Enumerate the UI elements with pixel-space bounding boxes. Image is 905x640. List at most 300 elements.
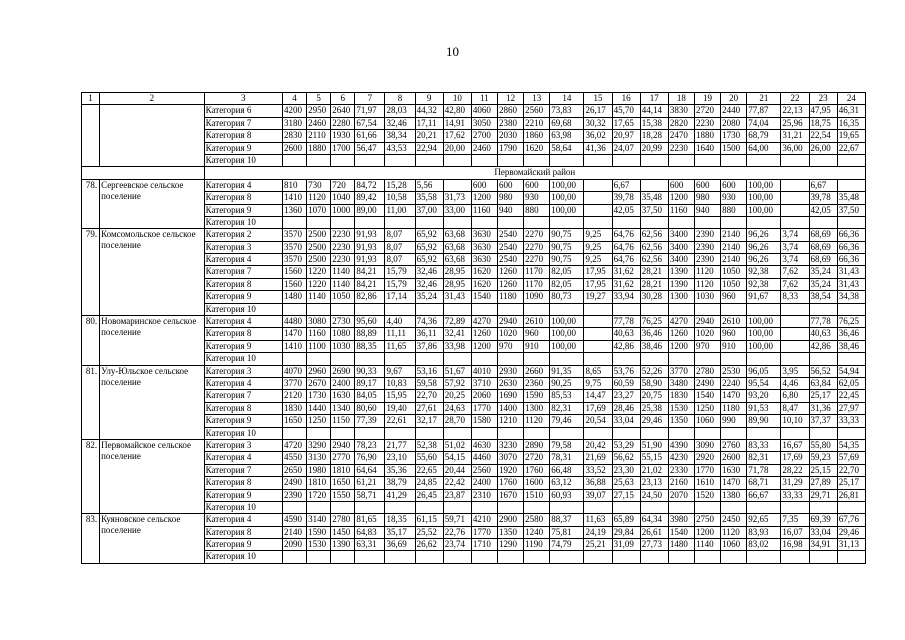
value-cell: 1630 — [331, 390, 355, 402]
value-cell: 95,54 — [747, 377, 781, 389]
value-cell — [668, 303, 694, 315]
value-cell — [837, 303, 865, 315]
column-number: 2 — [100, 93, 205, 105]
value-cell: 93,20 — [747, 390, 781, 402]
value-cell — [385, 216, 415, 228]
value-cell: 1120 — [694, 278, 720, 290]
value-cell: 19,40 — [385, 402, 415, 414]
value-cell: 36,11 — [415, 328, 443, 340]
value-cell: 7,35 — [781, 514, 809, 526]
value-cell — [471, 216, 497, 228]
value-cell: 26,17 — [584, 105, 612, 117]
value-cell: 64,76 — [612, 254, 640, 266]
value-cell: 2500 — [307, 229, 331, 241]
value-cell — [283, 216, 307, 228]
value-cell: 20,00 — [443, 142, 471, 154]
value-cell: 1410 — [283, 340, 307, 352]
value-cell: 1120 — [307, 192, 331, 204]
value-cell: 28,95 — [443, 278, 471, 290]
value-cell: 31,43 — [837, 266, 865, 278]
value-cell: 31,36 — [809, 402, 837, 414]
value-cell: 10,10 — [781, 415, 809, 427]
value-cell: 1210 — [498, 415, 524, 427]
value-cell: 29,84 — [612, 526, 640, 538]
category-cell: Категория 10 — [204, 353, 282, 365]
value-cell — [612, 501, 640, 513]
value-cell: 77,39 — [355, 415, 385, 427]
settlement-cell — [100, 105, 205, 167]
value-cell: 55,15 — [640, 452, 668, 464]
value-cell: 51,90 — [640, 439, 668, 451]
value-cell: 35,48 — [640, 192, 668, 204]
category-cell: Категория 9 — [204, 142, 282, 154]
value-cell: 24,50 — [640, 489, 668, 501]
value-cell: 92,38 — [747, 266, 781, 278]
value-cell: 2530 — [721, 365, 747, 377]
column-number: 24 — [837, 93, 865, 105]
category-cell: Категория 8 — [204, 130, 282, 142]
column-number: 4 — [283, 93, 307, 105]
settlement-name: Первомайское сельское поселение — [100, 439, 205, 513]
column-number: 21 — [747, 93, 781, 105]
value-cell: 20,42 — [584, 439, 612, 451]
settlement-number: 80. — [82, 316, 100, 366]
value-cell: 38,54 — [809, 291, 837, 303]
value-cell: 26,81 — [837, 489, 865, 501]
value-cell: 36,46 — [640, 328, 668, 340]
value-cell: 25,21 — [584, 539, 612, 551]
value-cell: 3400 — [668, 229, 694, 241]
value-cell: 82,05 — [550, 266, 584, 278]
value-cell: 1860 — [524, 130, 550, 142]
table-body — [82, 93, 866, 564]
value-cell: 2390 — [694, 241, 720, 253]
value-cell: 9,25 — [584, 229, 612, 241]
column-number: 11 — [471, 93, 497, 105]
value-cell: 19,27 — [584, 291, 612, 303]
table-row — [82, 105, 866, 117]
value-cell — [283, 551, 307, 563]
category-cell: Категория 10 — [204, 501, 282, 513]
value-cell — [550, 427, 584, 439]
value-cell — [385, 154, 415, 166]
value-cell: 1180 — [721, 402, 747, 414]
value-cell: 1720 — [307, 489, 331, 501]
value-cell: 20,21 — [415, 130, 443, 142]
value-cell: 17,62 — [443, 130, 471, 142]
value-cell: 1160 — [471, 204, 497, 216]
value-cell: 720 — [331, 179, 355, 191]
value-cell: 1140 — [331, 278, 355, 290]
value-cell: 25,63 — [612, 477, 640, 489]
value-cell: 1200 — [668, 340, 694, 352]
value-cell: 36,88 — [584, 477, 612, 489]
value-cell: 68,69 — [809, 254, 837, 266]
value-cell — [331, 303, 355, 315]
value-cell: 91,93 — [355, 229, 385, 241]
value-cell — [355, 216, 385, 228]
category-cell: Категория 8 — [204, 192, 282, 204]
value-cell: 1640 — [694, 142, 720, 154]
value-cell: 90,25 — [550, 377, 584, 389]
value-cell — [781, 551, 809, 563]
value-cell: 1770 — [471, 402, 497, 414]
region-blank-cell — [82, 167, 205, 179]
value-cell — [584, 501, 612, 513]
value-cell: 3630 — [471, 229, 497, 241]
value-cell: 1410 — [283, 192, 307, 204]
value-cell — [355, 353, 385, 365]
value-cell: 56,62 — [612, 452, 640, 464]
value-cell — [694, 551, 720, 563]
value-cell: 4070 — [283, 365, 307, 377]
value-cell: 2390 — [694, 229, 720, 241]
value-cell: 600 — [498, 179, 524, 191]
value-cell: 31,43 — [443, 291, 471, 303]
value-cell: 22,65 — [415, 464, 443, 476]
value-cell: 3290 — [307, 439, 331, 451]
value-cell: 26,62 — [415, 539, 443, 551]
value-cell: 1340 — [331, 402, 355, 414]
value-cell — [781, 501, 809, 513]
value-cell: 82,86 — [355, 291, 385, 303]
table-row — [82, 229, 866, 241]
value-cell: 1480 — [668, 539, 694, 551]
value-cell: 62,05 — [837, 377, 865, 389]
category-cell: Категория 9 — [204, 415, 282, 427]
value-cell — [640, 154, 668, 166]
value-cell: 1030 — [694, 291, 720, 303]
value-cell: 1200 — [471, 192, 497, 204]
value-cell — [721, 551, 747, 563]
value-cell: 42,05 — [809, 204, 837, 216]
column-number: 9 — [415, 93, 443, 105]
value-cell: 22,76 — [443, 526, 471, 538]
value-cell — [283, 303, 307, 315]
value-cell: 84,21 — [355, 278, 385, 290]
value-cell: 1810 — [331, 464, 355, 476]
category-cell: Категория 6 — [204, 105, 282, 117]
value-cell: 4010 — [471, 365, 497, 377]
value-cell: 79,46 — [550, 415, 584, 427]
value-cell: 1200 — [471, 340, 497, 352]
value-cell: 66,36 — [837, 241, 865, 253]
value-cell: 2560 — [524, 105, 550, 117]
value-cell: 1050 — [721, 278, 747, 290]
value-cell: 4,40 — [385, 316, 415, 328]
value-cell — [747, 427, 781, 439]
category-cell: Категория 9 — [204, 539, 282, 551]
value-cell: 2030 — [498, 130, 524, 142]
value-cell: 20,99 — [640, 142, 668, 154]
value-cell: 2390 — [283, 489, 307, 501]
value-cell: 2140 — [721, 241, 747, 253]
number-cell — [82, 105, 100, 167]
value-cell — [640, 427, 668, 439]
value-cell: 100,00 — [550, 192, 584, 204]
value-cell — [524, 154, 550, 166]
value-cell: 82,31 — [747, 452, 781, 464]
value-cell: 1160 — [307, 328, 331, 340]
value-cell: 2720 — [524, 452, 550, 464]
value-cell: 35,17 — [385, 526, 415, 538]
value-cell: 4060 — [471, 105, 497, 117]
value-cell: 600 — [471, 179, 497, 191]
column-number: 20 — [721, 93, 747, 105]
value-cell: 23,87 — [443, 489, 471, 501]
value-cell: 20,25 — [443, 390, 471, 402]
category-cell: Категория 7 — [204, 390, 282, 402]
category-cell: Категория 10 — [204, 551, 282, 563]
value-cell: 2540 — [498, 241, 524, 253]
value-cell: 2270 — [524, 254, 550, 266]
category-cell: Категория 2 — [204, 229, 282, 241]
value-cell: 3480 — [668, 377, 694, 389]
value-cell: 1390 — [331, 539, 355, 551]
value-cell: 3080 — [307, 316, 331, 328]
page-number: 10 — [446, 44, 459, 59]
value-cell: 33,94 — [612, 291, 640, 303]
value-cell: 64,76 — [612, 241, 640, 253]
value-cell: 37,50 — [837, 204, 865, 216]
value-cell: 1620 — [471, 278, 497, 290]
value-cell: 42,80 — [443, 105, 471, 117]
value-cell — [837, 216, 865, 228]
value-cell: 930 — [524, 192, 550, 204]
value-cell: 1480 — [283, 291, 307, 303]
value-cell — [415, 501, 443, 513]
value-cell — [331, 353, 355, 365]
value-cell: 37,86 — [415, 340, 443, 352]
value-cell: 28,21 — [640, 266, 668, 278]
table-row — [82, 365, 866, 377]
value-cell: 64,76 — [612, 229, 640, 241]
value-cell: 2940 — [331, 439, 355, 451]
value-cell: 17,65 — [612, 117, 640, 129]
value-cell: 80,73 — [550, 291, 584, 303]
category-cell: Категория 4 — [204, 377, 282, 389]
value-cell — [837, 154, 865, 166]
value-cell: 100,00 — [747, 204, 781, 216]
value-cell: 1560 — [283, 266, 307, 278]
value-cell: 54,35 — [837, 439, 865, 451]
value-cell: 59,23 — [809, 452, 837, 464]
value-cell: 2230 — [694, 117, 720, 129]
value-cell — [385, 353, 415, 365]
value-cell: 59,58 — [415, 377, 443, 389]
value-cell: 28,70 — [443, 415, 471, 427]
value-cell: 61,21 — [355, 477, 385, 489]
value-cell — [781, 316, 809, 328]
value-cell: 2830 — [283, 130, 307, 142]
value-cell — [721, 427, 747, 439]
value-cell: 2120 — [283, 390, 307, 402]
value-cell: 1560 — [283, 278, 307, 290]
value-cell: 2060 — [471, 390, 497, 402]
value-cell: 1550 — [331, 489, 355, 501]
value-cell: 1530 — [307, 539, 331, 551]
value-cell: 1350 — [498, 526, 524, 538]
value-cell: 74,79 — [550, 539, 584, 551]
value-cell: 55,60 — [415, 452, 443, 464]
value-cell: 20,44 — [443, 464, 471, 476]
value-cell: 25,17 — [809, 390, 837, 402]
value-cell: 77,78 — [809, 316, 837, 328]
value-cell: 1220 — [307, 266, 331, 278]
value-cell: 1980 — [307, 464, 331, 476]
value-cell — [584, 204, 612, 216]
value-cell — [550, 353, 584, 365]
value-cell: 24,63 — [443, 402, 471, 414]
settlement-name: Улу-Юльское сельское поселение — [100, 365, 205, 439]
value-cell: 63,68 — [443, 229, 471, 241]
value-cell — [612, 353, 640, 365]
column-number: 10 — [443, 93, 471, 105]
value-cell: 1000 — [331, 204, 355, 216]
value-cell: 38,79 — [385, 477, 415, 489]
category-cell: Категория 4 — [204, 514, 282, 526]
value-cell: 2230 — [331, 229, 355, 241]
value-cell: 66,48 — [550, 464, 584, 476]
value-cell: 4630 — [471, 439, 497, 451]
value-cell: 6,67 — [809, 179, 837, 191]
value-cell — [524, 551, 550, 563]
value-cell — [721, 303, 747, 315]
value-cell: 57,69 — [837, 452, 865, 464]
value-cell: 22,94 — [415, 142, 443, 154]
value-cell — [837, 501, 865, 513]
value-cell: 22,70 — [837, 464, 865, 476]
value-cell: 14,91 — [443, 117, 471, 129]
category-cell: Категория 7 — [204, 464, 282, 476]
value-cell: 7,62 — [781, 266, 809, 278]
value-cell — [640, 353, 668, 365]
value-cell: 81,65 — [355, 514, 385, 526]
value-cell — [612, 427, 640, 439]
value-cell: 1390 — [668, 266, 694, 278]
value-cell: 1790 — [498, 142, 524, 154]
value-cell — [443, 154, 471, 166]
value-cell: 39,07 — [584, 489, 612, 501]
value-cell: 910 — [524, 340, 550, 352]
value-cell: 2110 — [307, 130, 331, 142]
value-cell: 78,23 — [355, 439, 385, 451]
value-cell — [809, 353, 837, 365]
value-cell: 1760 — [524, 464, 550, 476]
value-cell — [498, 154, 524, 166]
value-cell: 1770 — [694, 464, 720, 476]
value-cell: 1500 — [721, 142, 747, 154]
value-cell: 22,13 — [781, 105, 809, 117]
value-cell — [584, 303, 612, 315]
value-cell: 4720 — [283, 439, 307, 451]
value-cell: 35,58 — [415, 192, 443, 204]
value-cell: 39,78 — [612, 192, 640, 204]
settlement-name: Новомаринское сельское поселение — [100, 316, 205, 366]
value-cell: 59,71 — [443, 514, 471, 526]
value-cell: 1650 — [331, 477, 355, 489]
value-cell: 2090 — [283, 539, 307, 551]
value-cell: 11,00 — [385, 204, 415, 216]
value-cell: 1200 — [694, 526, 720, 538]
category-cell: Категория 4 — [204, 316, 282, 328]
value-cell — [781, 192, 809, 204]
value-cell — [781, 154, 809, 166]
value-cell: 2140 — [721, 254, 747, 266]
value-cell — [584, 154, 612, 166]
value-cell — [668, 216, 694, 228]
column-number: 15 — [584, 93, 612, 105]
value-cell: 31,43 — [837, 278, 865, 290]
value-cell: 1400 — [498, 402, 524, 414]
value-cell: 42,05 — [612, 204, 640, 216]
value-cell: 53,16 — [415, 365, 443, 377]
value-cell: 28,03 — [385, 105, 415, 117]
value-cell: 83,02 — [747, 539, 781, 551]
value-cell: 67,54 — [355, 117, 385, 129]
category-cell: Категория 4 — [204, 254, 282, 266]
value-cell: 91,67 — [747, 291, 781, 303]
value-cell: 1250 — [694, 402, 720, 414]
value-cell — [443, 179, 471, 191]
value-cell: 20,97 — [612, 130, 640, 142]
category-cell: Категория 8 — [204, 526, 282, 538]
value-cell: 1360 — [283, 204, 307, 216]
value-cell: 100,00 — [747, 316, 781, 328]
value-cell: 1080 — [331, 328, 355, 340]
value-cell: 37,00 — [415, 204, 443, 216]
value-cell: 69,39 — [809, 514, 837, 526]
value-cell: 600 — [668, 179, 694, 191]
column-number: 8 — [385, 93, 415, 105]
value-cell — [721, 501, 747, 513]
value-cell — [747, 501, 781, 513]
value-cell: 1260 — [498, 266, 524, 278]
value-cell: 1190 — [524, 539, 550, 551]
value-cell: 2900 — [498, 514, 524, 526]
value-cell — [668, 551, 694, 563]
value-cell — [668, 154, 694, 166]
value-cell: 4460 — [471, 452, 497, 464]
value-cell: 1070 — [307, 204, 331, 216]
value-cell — [307, 501, 331, 513]
category-cell: Категория 3 — [204, 365, 282, 377]
value-cell — [498, 551, 524, 563]
value-cell: 970 — [498, 340, 524, 352]
value-cell — [498, 501, 524, 513]
value-cell: 1240 — [524, 526, 550, 538]
value-cell — [307, 427, 331, 439]
value-cell — [612, 216, 640, 228]
value-cell: 64,00 — [747, 142, 781, 154]
value-cell: 69,68 — [550, 117, 584, 129]
value-cell: 89,42 — [355, 192, 385, 204]
value-cell: 2270 — [524, 241, 550, 253]
value-cell: 2470 — [668, 130, 694, 142]
value-cell: 88,89 — [355, 328, 385, 340]
value-cell — [443, 551, 471, 563]
value-cell: 16,67 — [781, 439, 809, 451]
value-cell: 35,24 — [809, 278, 837, 290]
value-cell: 1170 — [524, 266, 550, 278]
value-cell: 62,56 — [640, 241, 668, 253]
value-cell — [524, 216, 550, 228]
value-cell: 22,45 — [837, 390, 865, 402]
value-cell: 1620 — [524, 142, 550, 154]
value-cell: 62,56 — [640, 229, 668, 241]
value-cell: 15,79 — [385, 266, 415, 278]
value-cell — [809, 551, 837, 563]
